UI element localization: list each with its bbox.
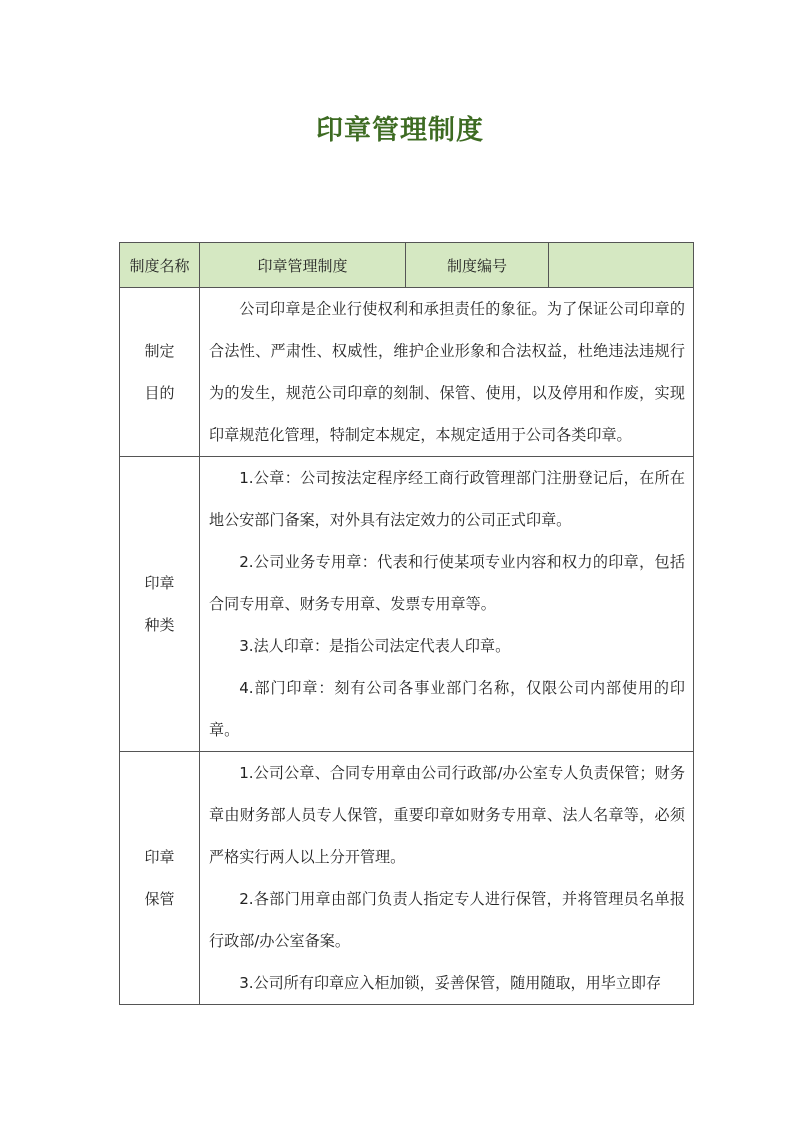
paragraph: 3.公司所有印章应入柜加锁，妥善保管，随用随取，用毕立即存: [239, 974, 662, 992]
row-content: [200, 457, 694, 752]
name-value: 印章管理制度: [200, 243, 406, 288]
paragraph: 3.法人印章：是指公司法定代表人印章。: [239, 637, 511, 655]
number-value: [549, 243, 694, 288]
header-row: [120, 243, 694, 288]
table-row-seal-types: [120, 457, 694, 752]
document-title: 印章管理制度: [316, 115, 484, 146]
row-label: 制定 目的: [120, 288, 200, 457]
name-label: 制度名称: [120, 243, 200, 288]
paragraph: 1.公章：公司按法定程序经工商行政管理部门注册登记后，在所在地公安部门备案，对外具有法定效力的公司正式印章。: [209, 469, 685, 529]
row-label: 印章 保管: [120, 752, 200, 1005]
paragraph: 4.部门印章：刻有公司各事业部门名称，仅限公司内部使用的印章。: [209, 679, 685, 739]
paragraph: 2.公司业务专用章：代表和行使某项专业内容和权力的印章，包括合同专用章、财务专用章、发票专用章等。: [209, 553, 685, 613]
number-label: 制度编号: [406, 243, 549, 288]
row-label: 印章 种类: [120, 457, 200, 752]
paragraph: 公司印章是企业行使权利和承担责任的象征。为了保证公司印章的合法性、严肃性、权威性，维护企业形象和合法权益，杜绝违法违规行为的发生，规范公司印章的刻制、保管、使用，以及停用和作废，实现印章规范化管理，特制定本规定，本规定适用于公司各类印章。: [209, 300, 685, 444]
table-row-seal-custody: [120, 752, 694, 1005]
policy-table: [119, 242, 694, 1005]
table-row-purpose: [120, 288, 694, 457]
paragraph: 1.公司公章、合同专用章由公司行政部/办公室专人负责保管；财务章由财务部人员专人保管，重要印章如财务专用章、法人名章等，必须严格实行两人以上分开管理。: [209, 764, 685, 866]
row-content: [200, 288, 694, 457]
paragraph: 2.各部门用章由部门负责人指定专人进行保管，并将管理员名单报行政部/办公室备案。: [209, 890, 685, 950]
row-content: [200, 752, 694, 1005]
